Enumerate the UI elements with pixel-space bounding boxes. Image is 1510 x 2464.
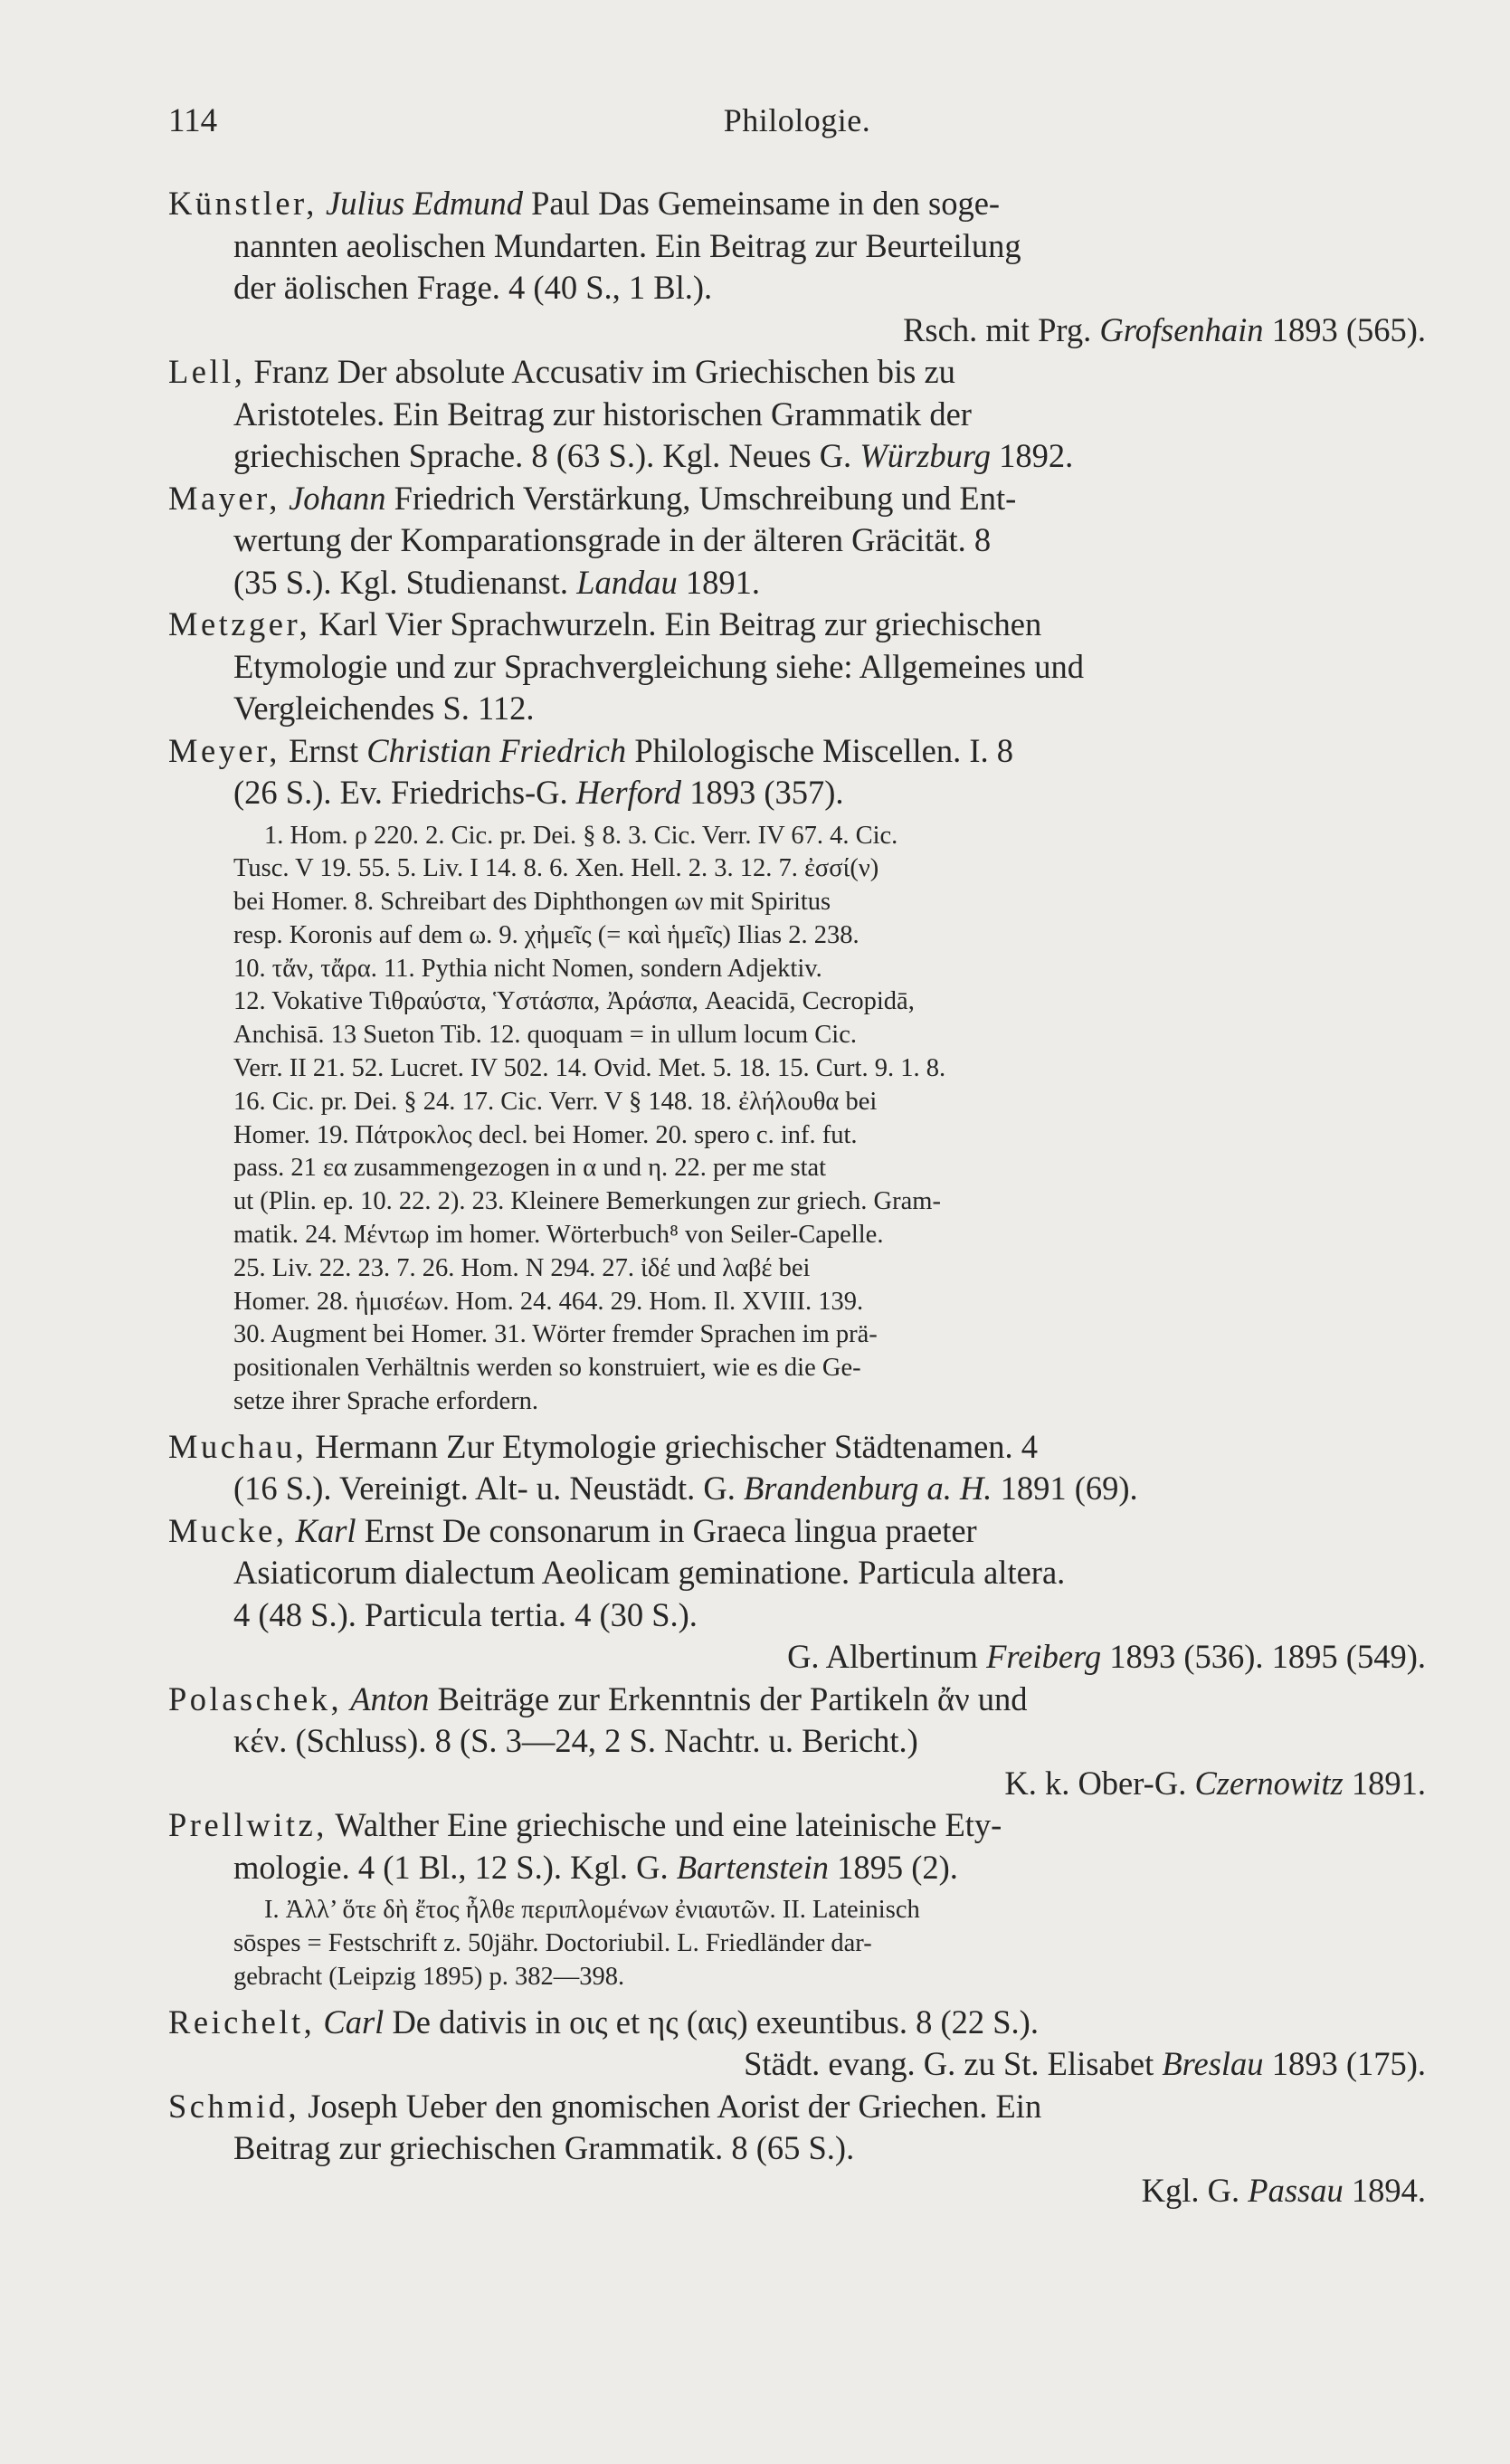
note-line: resp. Koronis auf dem ω. 9. χἠμεῖς (= καὶ ἡμεῖς) Ilias 2. 238.: [233, 920, 859, 949]
publication-line: [168, 2170, 1426, 2212]
title-line: Vergleichendes S. 112.: [233, 690, 535, 727]
author-name: Metzger,: [168, 605, 311, 642]
publication-line: [168, 1468, 1426, 1510]
entry-polaschek: [168, 1679, 1426, 1805]
author-given-italic: Karl: [295, 1511, 356, 1549]
note-line: setze ihrer Sprache erfordern.: [233, 1387, 539, 1416]
entry-schmid: [168, 2086, 1426, 2212]
entry-kuenstler: [168, 183, 1426, 351]
author-name: Künstler,: [168, 185, 318, 222]
entry-reichelt: [168, 2002, 1426, 2086]
note-line: bei Homer. 8. Schreibart des Diphthongen ων mit Spiritus: [233, 888, 831, 917]
pub-year: 1891 (69).: [1000, 1470, 1138, 1508]
title-line: De dativis in οις et ης (αις) exeuntibus. 8 (22 S.).: [392, 2003, 1039, 2041]
page-number: 114: [168, 102, 218, 139]
note-line: positionalen Verhältnis werden so konstruiert, wie es die Ge-: [233, 1354, 861, 1383]
contents-note-prellwitz: [233, 1894, 1426, 1993]
author-given-italic: Christian Friedrich: [366, 731, 627, 769]
note-line: 30. Augment bei Homer. 31. Wörter fremder Sprachen im prä-: [233, 1320, 878, 1349]
publication-line: [168, 2043, 1426, 2086]
title-line: Aristoteles. Ein Beitrag zur historischen Grammatik der: [233, 395, 972, 433]
title-line: der äolischen Frage. 4 (40 S., 1 Bl.).: [233, 269, 713, 306]
entry-meyer: [168, 730, 1426, 814]
author-given: Paul: [531, 185, 590, 222]
note-line: Anchisā. 13 Sueton Tib. 12. quoquam = in ullum locum Cic.: [233, 1021, 857, 1050]
title-line: Der absolute Accusativ im Griechischen bis zu: [337, 353, 955, 390]
note-line: Tusc. V 19. 55. 5. Liv. I 14. 8. 6. Xen. Hell. 2. 3. 12. 7. ἐσσί(ν): [233, 854, 879, 883]
note-line: Homer. 28. ἡμισέων. Hom. 24. 464. 29. Hom. Il. XVIII. 139.: [233, 1287, 864, 1316]
running-title: Philologie.: [723, 102, 871, 138]
title-line: nannten aeolischen Mundarten. Ein Beitrag zur Beurteilung: [233, 226, 1021, 264]
title-line: De consonarum in Graeca lingua praeter: [442, 1511, 977, 1549]
note-line: 25. Liv. 22. 23. 7. 26. Hom. N 294. 27. ἰδέ und λαβέ bei: [233, 1253, 811, 1282]
title-line: κέν. (Schluss). 8 (S. 3—24, 2 S. Nachtr. u. Bericht.): [233, 1722, 918, 1760]
title-line: Beiträge zur Erkenntnis der Partikeln ἄν und: [437, 1679, 1028, 1717]
author-given-italic: Carl: [323, 2003, 385, 2041]
author-given-italic: Anton: [350, 1679, 430, 1717]
pub-school: (35 S.). Kgl. Studienanst.: [233, 563, 569, 601]
author-given: Ernst: [289, 731, 359, 769]
author-given-italic: Johann: [289, 479, 386, 517]
pub-year: 1893 (565).: [1271, 310, 1426, 348]
pub-place: Grofsenhain: [1099, 310, 1264, 348]
pub-school: griechischen Sprache. 8 (63 S.). Kgl. Neues G.: [233, 437, 852, 474]
pub-school: Städt. evang. G. zu St. Elisabet: [744, 2045, 1154, 2083]
note-line: 1. Hom. ρ 220. 2. Cic. pr. Dei. § 8. 3. Cic. Verr. IV 67. 4. Cic.: [264, 821, 898, 850]
pub-place: Bartenstein: [676, 1848, 829, 1886]
bibliography: [168, 183, 1426, 2212]
note-line: gebracht (Leipzig 1895) p. 382—398.: [233, 1962, 625, 1991]
note-line: ut (Plin. ep. 10. 22. 2). 23. Kleinere Bemerkungen zur griech. Gram-: [233, 1187, 941, 1216]
title-line: Zur Etymologie griechischer Städtenamen. 4: [446, 1427, 1039, 1465]
author-name: Mucke,: [168, 1511, 288, 1549]
title-line: Beitrag zur griechischen Grammatik. 8 (65 S.).: [233, 2129, 855, 2167]
publication-line: [168, 309, 1426, 352]
title-line: Asiaticorum dialectum Aeolicam geminatione. Particula altera.: [233, 1554, 1066, 1592]
pub-school: K. k. Ober-G.: [1004, 1764, 1187, 1802]
entry-mayer: [168, 478, 1426, 604]
note-line: matik. 24. Μέντωρ im homer. Wörterbuch⁸ von Seiler-Capelle.: [233, 1221, 884, 1250]
title-line: Etymologie und zur Sprachvergleichung siehe: Allgemeines und: [233, 647, 1084, 685]
pub-year: 1891.: [685, 563, 760, 601]
publication-line: [168, 1847, 1426, 1889]
publication-line: [168, 562, 1426, 604]
pub-year: 1893 (357).: [689, 774, 844, 811]
author-name: Muchau,: [168, 1427, 308, 1465]
author-name: Reichelt,: [168, 2003, 316, 2041]
entry-lell: [168, 351, 1426, 478]
pub-year: 1894.: [1351, 2171, 1426, 2209]
note-line: I. Ἀλλ’ ὅτε δὴ ἔτος ἦλθε περιπλομένων ἐνιαυτῶν. II. Lateinisch: [264, 1896, 920, 1925]
title-line: 4 (48 S.). Particula tertia. 4 (30 S.).: [233, 1595, 698, 1633]
publication-line: [168, 1636, 1426, 1679]
publication-line: [168, 772, 1426, 814]
author-name: Mayer,: [168, 479, 280, 517]
pub-place: Würzburg: [859, 437, 991, 474]
pub-year: 1893 (536). 1895 (549).: [1109, 1638, 1426, 1676]
pub-school: mologie. 4 (1 Bl., 12 S.). Kgl. G.: [233, 1848, 669, 1886]
author-given: Franz: [253, 353, 329, 390]
author-given: Friedrich: [394, 479, 516, 517]
author-name: Prellwitz,: [168, 1806, 328, 1844]
pub-school: G. Albertinum: [787, 1638, 978, 1676]
pub-place: Freiberg: [986, 1638, 1102, 1676]
pub-place: Passau: [1248, 2171, 1344, 2209]
pub-school: Kgl. G.: [1141, 2171, 1240, 2209]
page-header: [168, 101, 1426, 156]
pub-school: (16 S.). Vereinigt. Alt- u. Neustädt. G.: [233, 1470, 736, 1508]
author-name: Schmid,: [168, 2087, 300, 2125]
title-line: Philologische Miscellen. I. 8: [634, 731, 1013, 769]
author-given-italic: Julius Edmund: [326, 185, 523, 222]
title-line: Eine griechische und eine lateinische Ety-: [447, 1806, 1002, 1844]
pub-place: Czernowitz: [1194, 1764, 1344, 1802]
note-line: 10. τἄν, τἄρα. 11. Pythia nicht Nomen, sondern Adjektiv.: [233, 954, 822, 983]
pub-year: 1893 (175).: [1271, 2045, 1426, 2083]
title-line: Vier Sprachwurzeln. Ein Beitrag zur griechischen: [385, 605, 1042, 642]
author-name: Lell,: [168, 353, 246, 390]
entry-prellwitz: [168, 1804, 1426, 1888]
pub-place: Breslau: [1162, 2045, 1264, 2083]
note-line: sōspes = Festschrift z. 50jähr. Doctoriubil. L. Friedländer dar-: [233, 1929, 872, 1958]
publication-line: [168, 435, 1426, 478]
entry-mucke: [168, 1510, 1426, 1679]
author-name: Polaschek,: [168, 1679, 343, 1717]
note-line: Homer. 19. Πάτροκλος decl. bei Homer. 20. spero c. inf. fut.: [233, 1120, 858, 1149]
title-line: Verstärkung, Umschreibung und Ent-: [522, 479, 1017, 517]
pub-place: Herford: [575, 774, 682, 811]
author-given: Karl: [318, 605, 378, 642]
pub-year: 1891.: [1351, 1764, 1426, 1802]
title-line: Das Gemeinsame in den soge-: [598, 185, 1001, 222]
pub-year: 1892.: [999, 437, 1074, 474]
pub-school: (26 S.). Ev. Friedrichs-G.: [233, 774, 568, 811]
author-given: Walther: [335, 1806, 439, 1844]
pub-place: Brandenburg a. H.: [744, 1470, 992, 1508]
author-given: Ernst: [364, 1511, 434, 1549]
note-line: Verr. II 21. 52. Lucret. IV 502. 14. Ovid. Met. 5. 18. 15. Curt. 9. 1. 8.: [233, 1054, 946, 1083]
author-name: Meyer,: [168, 731, 280, 769]
note-line: 12. Vokative Τιθραύστα, Ὑστάσπα, Ἀράσπα, Aeacidā, Cecropidā,: [233, 987, 915, 1016]
title-line: Ueber den gnomischen Aorist der Griechen. Ein: [405, 2087, 1042, 2125]
entry-metzger: [168, 604, 1426, 730]
pub-year: 1895 (2).: [837, 1848, 958, 1886]
pub-place: Landau: [576, 563, 678, 601]
entry-muchau: [168, 1426, 1426, 1510]
pub-school: Rsch. mit Prg.: [903, 310, 1092, 348]
author-given: Hermann: [315, 1427, 439, 1465]
note-line: 16. Cic. pr. Dei. § 24. 17. Cic. Verr. V § 148. 18. ἐλήλουθα bei: [233, 1087, 878, 1116]
author-given: Joseph: [308, 2087, 398, 2125]
note-line: pass. 21 εα zusammengezogen in α und η. 22. per me stat: [233, 1154, 827, 1183]
publication-line: [168, 1763, 1426, 1805]
title-line: wertung der Komparationsgrade in der älteren Gräcität. 8: [233, 521, 992, 558]
contents-note-meyer: [233, 820, 1426, 1419]
